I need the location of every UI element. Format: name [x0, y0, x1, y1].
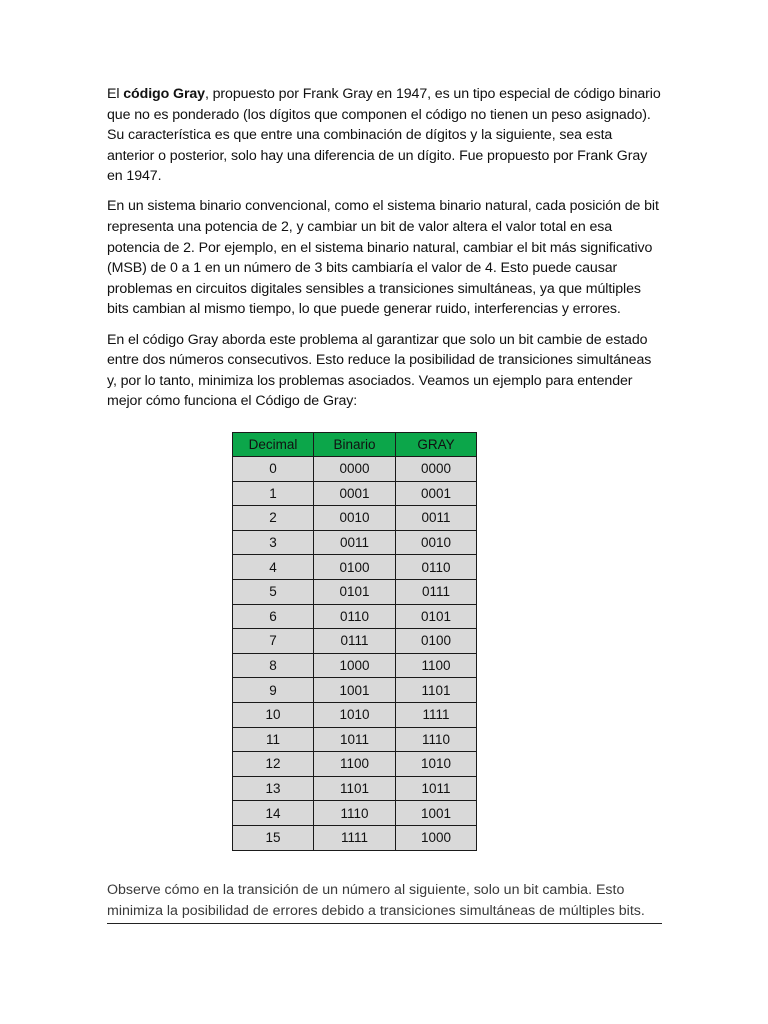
- table-row: [233, 776, 477, 801]
- table-row: [233, 752, 477, 777]
- cell-gray: 1110: [396, 727, 477, 752]
- cell-gray: 1111: [396, 702, 477, 727]
- cell-decimal: 5: [233, 579, 314, 604]
- table-row: [233, 457, 477, 482]
- gray-code-table: [232, 432, 477, 851]
- intro-rest: , propuesto por Frank Gray en 1947, es un tipo especial de código binario que no es ponderado (los dígitos que componen el código no tienen un peso asignado). Su característica es que entre una combinación de dígitos y la siguiente, sea esta anterior o posterior, solo hay una diferencia de un dígito. Fue propuesto por Frank Gray en 1947.: [107, 86, 661, 185]
- cell-binario: 0011: [314, 530, 396, 555]
- cell-binario: 0110: [314, 604, 396, 629]
- intro-bold-term: código Gray: [123, 86, 205, 102]
- cell-gray: 0100: [396, 629, 477, 654]
- cell-decimal: 1: [233, 481, 314, 506]
- cell-binario: 1111: [314, 825, 396, 850]
- cell-decimal: 0: [233, 457, 314, 482]
- cell-binario: 0101: [314, 579, 396, 604]
- table-row: [233, 506, 477, 531]
- cell-gray: 1000: [396, 825, 477, 850]
- table-row: [233, 825, 477, 850]
- cell-gray: 1010: [396, 752, 477, 777]
- cell-gray: 0111: [396, 579, 477, 604]
- intro-prefix: El: [107, 86, 124, 102]
- cell-decimal: 12: [233, 752, 314, 777]
- table-row: [233, 678, 477, 703]
- table-row: [233, 481, 477, 506]
- table-body: [233, 457, 477, 851]
- table-row: [233, 653, 477, 678]
- table-row: [233, 727, 477, 752]
- cell-gray: 1101: [396, 678, 477, 703]
- cell-binario: 0001: [314, 481, 396, 506]
- cell-binario: 0010: [314, 506, 396, 531]
- cell-decimal: 14: [233, 801, 314, 826]
- cell-gray: 0000: [396, 457, 477, 482]
- header-gray: GRAY: [396, 433, 477, 457]
- gray-code-table-container: [232, 432, 477, 851]
- cell-decimal: 2: [233, 506, 314, 531]
- table-row: [233, 530, 477, 555]
- cell-binario: 1011: [314, 727, 396, 752]
- cell-binario: 1001: [314, 678, 396, 703]
- cell-binario: 0111: [314, 629, 396, 654]
- table-row: [233, 604, 477, 629]
- cell-decimal: 7: [233, 629, 314, 654]
- cell-binario: 1110: [314, 801, 396, 826]
- cell-binario: 1100: [314, 752, 396, 777]
- cell-decimal: 8: [233, 653, 314, 678]
- table-row: [233, 702, 477, 727]
- table-row: [233, 555, 477, 580]
- cell-binario: 1101: [314, 776, 396, 801]
- cell-decimal: 11: [233, 727, 314, 752]
- table-row: [233, 801, 477, 826]
- table-row: [233, 579, 477, 604]
- document-body: [107, 84, 662, 421]
- cell-decimal: 13: [233, 776, 314, 801]
- cell-binario: 0000: [314, 457, 396, 482]
- paragraph-binary-natural: En un sistema binario convencional, como el sistema binario natural, cada posición de bit representa una potencia de 2, y cambiar un bit de valor altera el valor total en esa potencia de 2. Por ejemplo, en el sistema binario natural, cambiar el bit más significativo (MSB) de 0 a 1 en un número de 3 bits cambiaría el valor de 4. Esto puede causar problemas en circuitos digitales sensibles a transiciones simultáneas, ya que múltiples bits cambian al mismo tiempo, lo que puede generar ruido, interferencias y errores.: [107, 198, 659, 318]
- closing-note: [107, 880, 662, 924]
- note-line-1: Observe cómo en la transición de un número al siguiente, solo un bit cambia. Esto: [107, 882, 625, 898]
- cell-decimal: 9: [233, 678, 314, 703]
- cell-decimal: 3: [233, 530, 314, 555]
- cell-decimal: 4: [233, 555, 314, 580]
- table-row: [233, 629, 477, 654]
- cell-binario: 1010: [314, 702, 396, 727]
- table-header-row: [233, 433, 477, 457]
- cell-binario: 0100: [314, 555, 396, 580]
- cell-decimal: 15: [233, 825, 314, 850]
- cell-decimal: 6: [233, 604, 314, 629]
- paragraph-gray-solution: En el código Gray aborda este problema al garantizar que solo un bit cambie de estado entre dos números consecutivos. Esto reduce la posibilidad de transiciones simultáneas y, por lo tanto, minimiza los problemas asociados. Veamos un ejemplo para entender mejor cómo funciona el Código de Gray:: [107, 331, 652, 410]
- cell-binario: 1000: [314, 653, 396, 678]
- cell-gray: 0001: [396, 481, 477, 506]
- cell-gray: 0010: [396, 530, 477, 555]
- note-line-2: minimiza la posibilidad de errores debido a transiciones simultáneas de múltiples bits.: [107, 903, 645, 919]
- header-binario: Binario: [314, 433, 396, 457]
- cell-gray: 1011: [396, 776, 477, 801]
- cell-gray: 1100: [396, 653, 477, 678]
- paragraph-intro: [107, 84, 662, 187]
- cell-gray: 0101: [396, 604, 477, 629]
- cell-gray: 1001: [396, 801, 477, 826]
- cell-gray: 0011: [396, 506, 477, 531]
- cell-decimal: 10: [233, 702, 314, 727]
- cell-gray: 0110: [396, 555, 477, 580]
- header-decimal: Decimal: [233, 433, 314, 457]
